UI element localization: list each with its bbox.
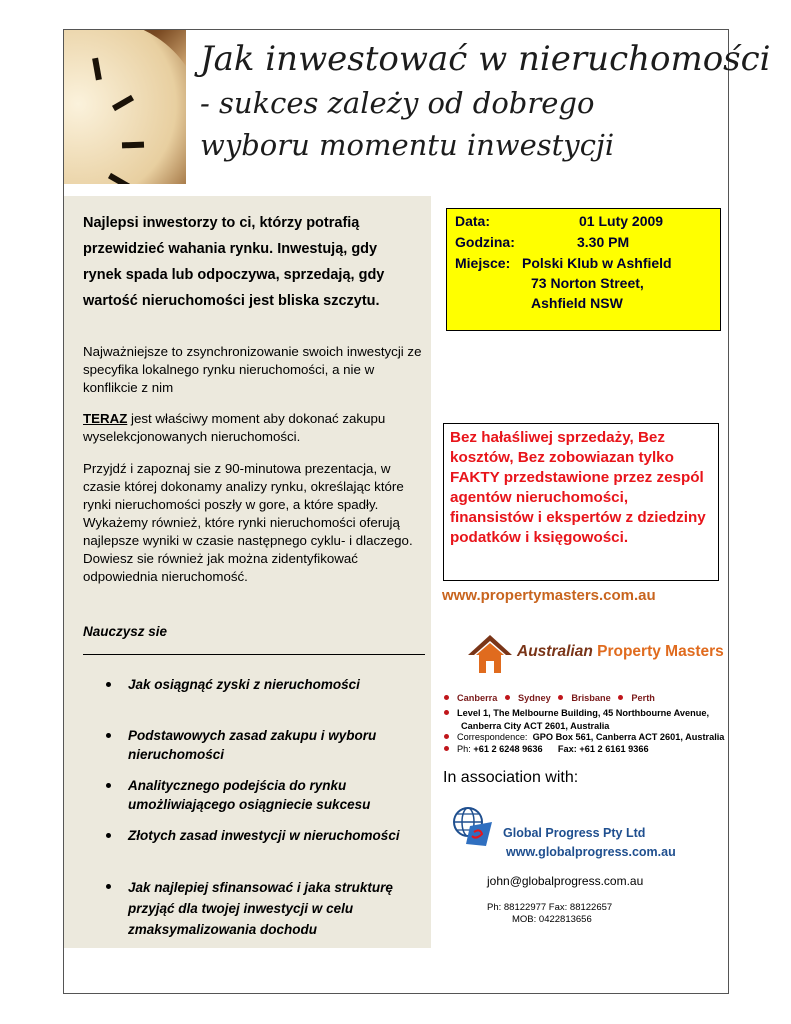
address-line-2: Canberra City ACT 2601, Australia: [461, 721, 610, 731]
list-item: Złotych zasad inwestycji w nieruchomości: [106, 826, 416, 845]
house-logo-icon: [466, 633, 514, 677]
contact-phone: Ph: 88122977 Fax: 88122657: [487, 902, 613, 913]
place-label: Miejsce:: [455, 255, 511, 271]
title-line-1: Jak inwestować w nieruchomości: [200, 39, 771, 79]
now-rest: jest właściwy moment aby dokonać zakupu wyselekcjonowanych nieruchomości.: [83, 411, 386, 444]
date-label: Data:: [455, 213, 491, 229]
paragraph-presentation: Przyjdź i zapoznaj sie z 90-minutowa prezentacja, w czasie której dokonamy analizy rynku, określając które rynki nieruchomości poszły w gore, a które spadły. Wykażemy również, które rynki nieruchomości oferują najlepsze wyniki w czasie następnego cyklu- i dlaczego. Dowiesz sie również jak można zidentyfikować odpowiednia nieruchomość.: [83, 461, 413, 584]
title-line-2: - sukces zależy od dobrego: [200, 86, 595, 120]
paragraph-sync: Najważniejsze to zsynchronizowanie swoich inwestycji ze specyfika lokalnego rynku nieruchomości, a nie w konflikcie z nim: [83, 344, 422, 395]
globe-logo-icon: [450, 804, 494, 848]
paragraph-now: [83, 410, 428, 446]
gp-website-link[interactable]: www.globalprogress.com.au: [506, 845, 676, 859]
list-item: Analitycznego podejścia do rynku umożliwiającego osiągniecie sukcesu: [106, 776, 416, 814]
divider: [83, 654, 425, 655]
association-heading: In association with:: [443, 769, 579, 786]
city-list: Canberra Sydney Brisbane Perth: [444, 693, 655, 703]
place-line-1: Polski Klub w Ashfield: [522, 255, 672, 271]
gp-company-name: Global Progress Pty Ltd: [503, 826, 646, 840]
now-emphasis: TERAZ: [83, 411, 128, 426]
promo-box: Bez hałaśliwej sprzedaży, Bez kosztów, Bez zobowiazan tylko FAKTY przedstawione przez zespól agentów nieruchomości, finansistów i ekspertów z dziedziny podatków i księgowości.: [443, 423, 719, 581]
list-item: Jak osiągnąć zyski z nieruchomości: [106, 675, 416, 694]
time-label: Godzina:: [455, 234, 515, 250]
place-line-3: Ashfield NSW: [531, 295, 623, 311]
contact-mobile: MOB: 0422813656: [512, 914, 592, 925]
contact-email[interactable]: john@globalprogress.com.au: [487, 874, 644, 888]
learn-heading: Nauczysz sie: [83, 624, 168, 639]
clock-photo: [64, 30, 186, 184]
event-details: [446, 208, 721, 331]
apm-brand-name: Australian Property Masters: [517, 643, 724, 660]
place-line-2: 73 Norton Street,: [531, 275, 644, 291]
time-value: 3.30 PM: [577, 234, 630, 250]
correspondence-line: Correspondence: GPO Box 561, Canberra ACT 2601, Australia: [444, 732, 724, 742]
headline: [200, 36, 771, 166]
list-item: Podstawowych zasad zakupu i wyboru nieruchomości: [106, 726, 416, 764]
lead-text: Najlepsi inwestorzy to ci, którzy potrafią przewidzieć wahania rynku. Inwestują, gdy rynek spada lub odpoczywa, sprzedają, gdy wartość nieruchomości jest bliska szczytu.: [83, 215, 385, 309]
website-link[interactable]: www.propertymasters.com.au: [442, 587, 656, 604]
list-item: Jak najlepiej sfinansować i jaka strukturę przyjąć dla twojej inwestycji w celu zmaksymalizowania dochodu: [106, 877, 416, 940]
phone-fax-line: Ph: +61 2 6248 9636 Fax: +61 2 6161 9366: [444, 744, 649, 754]
date-value: 01 Luty 2009: [579, 213, 664, 229]
title-line-3: wyboru momentu inwestycji: [200, 128, 615, 162]
address-line-1: Level 1, The Melbourne Building, 45 Northbourne Avenue,: [444, 708, 709, 718]
